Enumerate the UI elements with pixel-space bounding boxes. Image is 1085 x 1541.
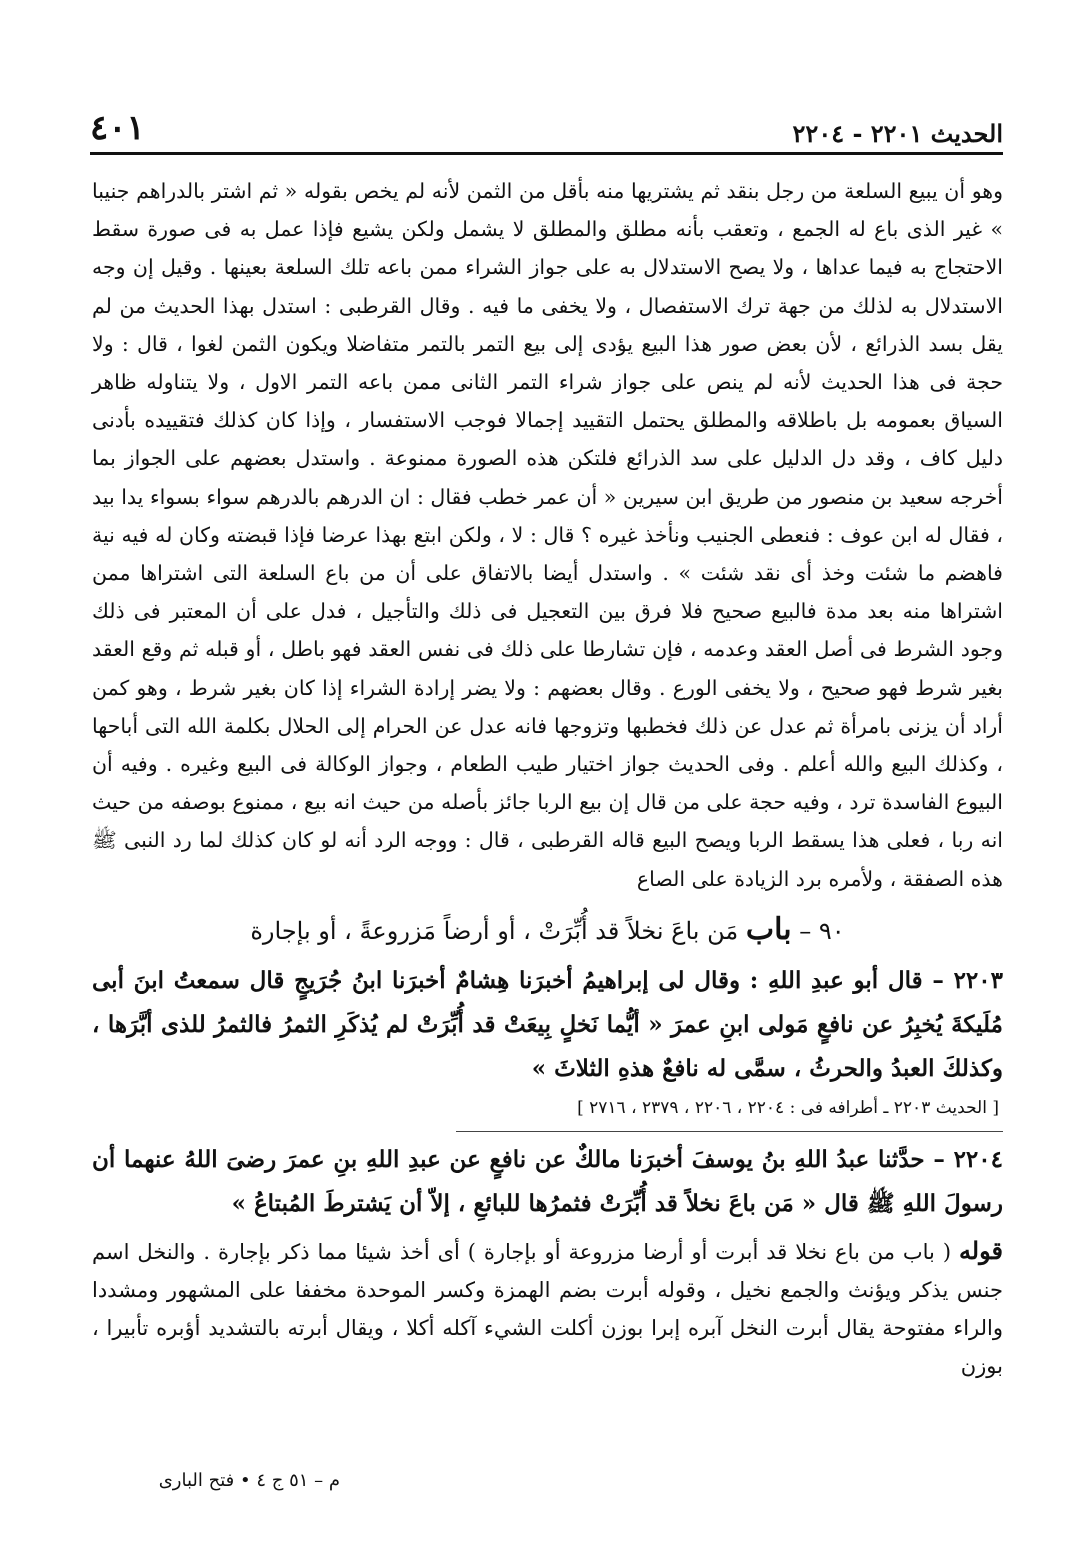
header-hadith-range: الحديث ٢٢٠١ - ٢٢٠٤ bbox=[792, 119, 1003, 148]
commentary-qawluh-paragraph bbox=[92, 1232, 1003, 1385]
page-number: ٤٠١ bbox=[90, 108, 145, 148]
page-body bbox=[92, 172, 1003, 1385]
chapter-heading bbox=[92, 908, 1003, 953]
chapter-number: ٩٠ – bbox=[799, 916, 845, 945]
hadith-2204: ٢٢٠٤ – حدَّثنا عبدُ اللهِ بنُ يوسفَ أخبرَنا مالكٌ عن نافعٍ عن عبدِ اللهِ بنِ عمرَ رضىَ اللهُ عنهما أن رسولَ اللهِ ﷺ قال « مَن باعَ نخلاً قد أُبِّرَتْ فثمرُها للبائعِ ، إلاّ أن يَشترطَ المُبتاعُ » bbox=[92, 1145, 1003, 1217]
qawluh-marker: قوله bbox=[958, 1235, 1003, 1265]
hadith-2203-cross-references: [ الحديث ٢٢٠٣ ـ أطرافه فى : ٢٢٠٤ ، ٢٢٠٦ ، ٢٣٧٩ ، ٢٧١٦ ] bbox=[577, 1097, 999, 1118]
chapter-title: مَن باعَ نخلاً قد أُبِّرَتْ ، أو أرضاً مَزروعةً ، أو بإجارة bbox=[250, 916, 739, 945]
hadith-2203: ٢٢٠٣ – قال أبو عبدِ اللهِ : وقال لى إبراهيمُ أخبرَنا هِشامٌ أخبرَنا ابنُ جُرَيجٍ قال سمعتُ ابنَ أبى مُلَيكةَ يُخبِرُ عن نافعٍ مَولى ابنِ عمرَ « أيُّما نَخلٍ بِيعَتْ قد أُبِّرَتْ لم يُذكَرِ الثمرُ فالثمرُ للذى أبَّرَها ، وكذلكَ العبدُ والحرثُ ، سمَّى له نافعٌ هذهِ الثلاثَ » bbox=[92, 966, 1003, 1082]
running-header bbox=[90, 108, 1003, 155]
commentary-paragraph: وهو أن يبيع السلعة من رجل بنقد ثم يشتريها منه بأقل من الثمن لأنه لم يخص بقوله « ثم اشتر بالدراهم جنيبا » غير الذى باع له الجمع ، وتعقب بأنه مطلق والمطلق لا يشمل ولكن يشيع فإذا عمل به فى صورة سقط الاحتجاج به فيما عداها ، ولا يصح الاستدلال به على جواز الشراء ممن باعه تلك السلعة بعينها . وقيل إن وجه الاستدلال به لذلك من جهة ترك الاستفصال ، ولا يخفى ما فيه . وقال القرطبى : استدل بهذا الحديث من لم يقل بسد الذرائع ، لأن بعض صور هذا البيع يؤدى إلى بيع التمر بالتمر متفاضلا ويكون الثمن لغوا ، قال : ولا حجة فى هذا الحديث لأنه لم ينص على جواز شراء التمر الثانى ممن باعه التمر الاول ، ولا يتناوله ظاهر السياق بعمومه بل باطلاقه والمطلق يحتمل التقييد إجمالا فوجب الاستفسار ، وإذا كان كذلك فتقييده بأدنى دليل كاف ، وقد دل الدليل على سد الذرائع فلتكن هذه الصورة ممنوعة . واستدل بعضهم على الجواز بما أخرجه سعيد بن منصور من طريق ابن سيرين « أن عمر خطب فقال : ان الدرهم بالدرهم سواء بسواء يدا بيد ، فقال له ابن عوف : فنعطى الجنيب ونأخذ غيره ؟ قال : لا ، ولكن ابتع بهذا عرضا فإذا قبضته وكان له فيه نية فاهضم ما شئت وخذ أى نقد شئت » . واستدل أيضا بالاتفاق على أن من باع السلعة التى اشتراها ممن اشتراها منه بعد مدة فالبيع صحيح فلا فرق بين التعجيل فى ذلك والتأجيل ، فدل على أن المعتبر فى ذلك وجود الشرط فى أصل العقد وعدمه ، فإن تشارطا على ذلك فى نفس العقد فهو باطل ، أو قبله ثم وقع العقد بغير شرط فهو صحيح ، ولا يخفى الورع . وقال بعضهم : ولا يضر إرادة الشراء إذا كان بغير شرط ، وهو كمن أراد أن يزنى بامرأة ثم عدل عن ذلك فخطبها وتزوجها فانه عدل عن الحرام إلى الحلال بكلمة الله التى أباحها ، وكذلك البيع والله أعلم . وفى الحديث جواز اختيار طيب الطعام ، وجواز الوكالة فى البيع وغيره . وفيه أن البيوع الفاسدة ترد ، وفيه حجة على من قال إن بيع الربا جائز بأصله من حيث انه بيع ، ممنوع بوصفه من حيث انه ربا ، فعلى هذا يسقط الربا ويصح البيع قاله القرطبى ، قال : ووجه الرد أنه لو كان كذلك لما رد النبى ﷺ هذه الصفقة ، ولأمره برد الزيادة على الصاع bbox=[92, 179, 1003, 891]
qawluh-text: ( باب من باع نخلا قد أبرت أو أرضا مزروعة أو بإجارة ) أى أخذ شيئا مما ذكر بإجارة . والنخل اسم جنس يذكر ويؤنث والجمع نخيل ، وقوله أبرت بضم الهمزة وكسر الموحدة مخففا على المشهور ومشددا والراء مفتوحة يقال أبرت النخل آبره إبرا بوزن أكلت الشيء آكله أكلا ، ويقال أبرته بالتشديد أؤبره تأبيرا ، بوزن bbox=[92, 1239, 1003, 1378]
divider bbox=[456, 1131, 1003, 1132]
signature-footer: م – ٥١ ج ٤ • فتح البارى bbox=[158, 1470, 340, 1491]
chapter-bab-word: باب bbox=[745, 911, 792, 947]
